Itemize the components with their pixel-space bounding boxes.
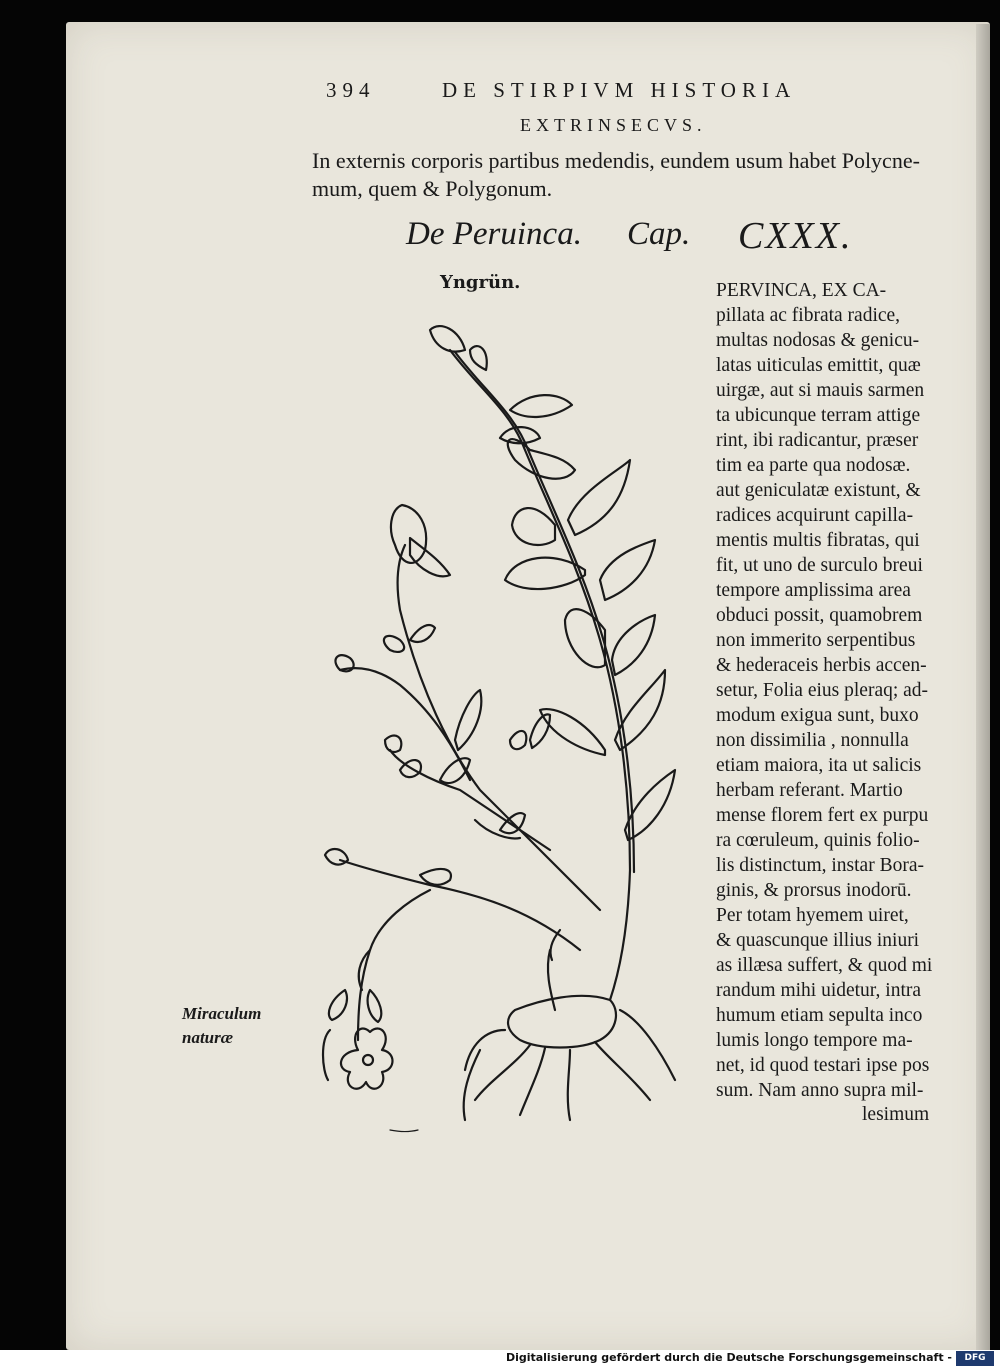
body-line: lis distinctum, instar Bora-	[716, 855, 924, 876]
running-head	[326, 78, 796, 103]
body-line: tim ea parte qua nodosæ.	[716, 455, 911, 476]
chapter-title: De Peruinca.	[406, 216, 582, 252]
dfg-logo: DFG	[956, 1351, 994, 1366]
footer-credit: Digitalisierung gefördert durch die Deutsche Forschungsgemeinschaft -	[505, 1351, 952, 1364]
body-line: non immerito serpentibus	[716, 630, 916, 651]
body-line: humum etiam sepulta inco	[716, 1005, 923, 1026]
body-line: aut geniculatæ existunt, &	[716, 480, 921, 501]
body-line-catchword: lesimum	[862, 1104, 930, 1125]
body-line: randum mihi uidetur, intra	[716, 980, 922, 1001]
chapter-cap-label: Cap.	[627, 216, 691, 252]
body-line: latas uiticulas emittit, quæ	[716, 355, 921, 376]
body-line: & hederaceis herbis accen-	[716, 655, 927, 676]
margin-note: naturæ	[182, 1028, 234, 1047]
margin-note: Miraculum	[182, 1004, 262, 1023]
body-line: ta ubicunque terram attige	[716, 405, 921, 426]
body-line: as illæsa suffert, & quod mi	[716, 955, 933, 976]
body-line: Per totam hyemem uiret,	[716, 905, 909, 926]
body-line: non dissimilia , nonnulla	[716, 730, 909, 751]
body-line: etiam maiora, ita ut salicis	[716, 755, 922, 776]
body-line: ra cœruleum, quinis folio-	[716, 830, 920, 851]
periwinkle-woodcut-illustration	[300, 310, 700, 1150]
body-line: mentis multis fibratas, qui	[716, 530, 920, 551]
body-line: uirgæ, aut si mauis sarmen	[716, 380, 925, 401]
chapter-number: CXXX.	[738, 215, 853, 257]
body-line: PERVINCA, EX CA-	[716, 280, 887, 301]
body-line: fit, ut uno de surculo breui	[716, 555, 923, 576]
body-line: herbam referant. Martio	[716, 780, 903, 801]
body-line: sum. Nam anno supra mil-	[716, 1080, 924, 1101]
body-line: net, id quod testari ipse pos	[716, 1055, 930, 1076]
body-line: setur, Folia eius pleraq; ad-	[716, 680, 929, 701]
body-line: radices acquirunt capilla-	[716, 505, 914, 526]
body-line: mense florem fert ex purpu	[716, 805, 929, 826]
running-title: DE STIRPIVM HISTORIA	[442, 78, 797, 102]
body-line: lumis longo tempore ma-	[716, 1030, 913, 1051]
body-line: multas nodosas & genicu-	[716, 330, 920, 351]
body-line: tempore amplissima area	[716, 580, 911, 601]
body-line: pillata ac fibrata radice,	[716, 305, 901, 326]
body-line: modum exigua sunt, buxo	[716, 705, 919, 726]
page-edge	[976, 24, 990, 1350]
intro-line: In externis corporis partibus medendis, eundem usum habet Polycne-	[312, 148, 920, 173]
body-line: & quascunque illius iniuri	[716, 930, 920, 951]
intro-line: mum, quem & Polygonum.	[312, 176, 553, 201]
section-title: EXTRINSECVS.	[520, 115, 707, 135]
page-number: 394	[326, 78, 376, 102]
body-line: ginis, & prorsus inodorū.	[716, 880, 912, 901]
body-line: obduci possit, quamobrem	[716, 605, 923, 626]
body-line: rint, ibi radicantur, præser	[716, 430, 919, 451]
german-plant-name: Yngrün.	[440, 272, 521, 293]
